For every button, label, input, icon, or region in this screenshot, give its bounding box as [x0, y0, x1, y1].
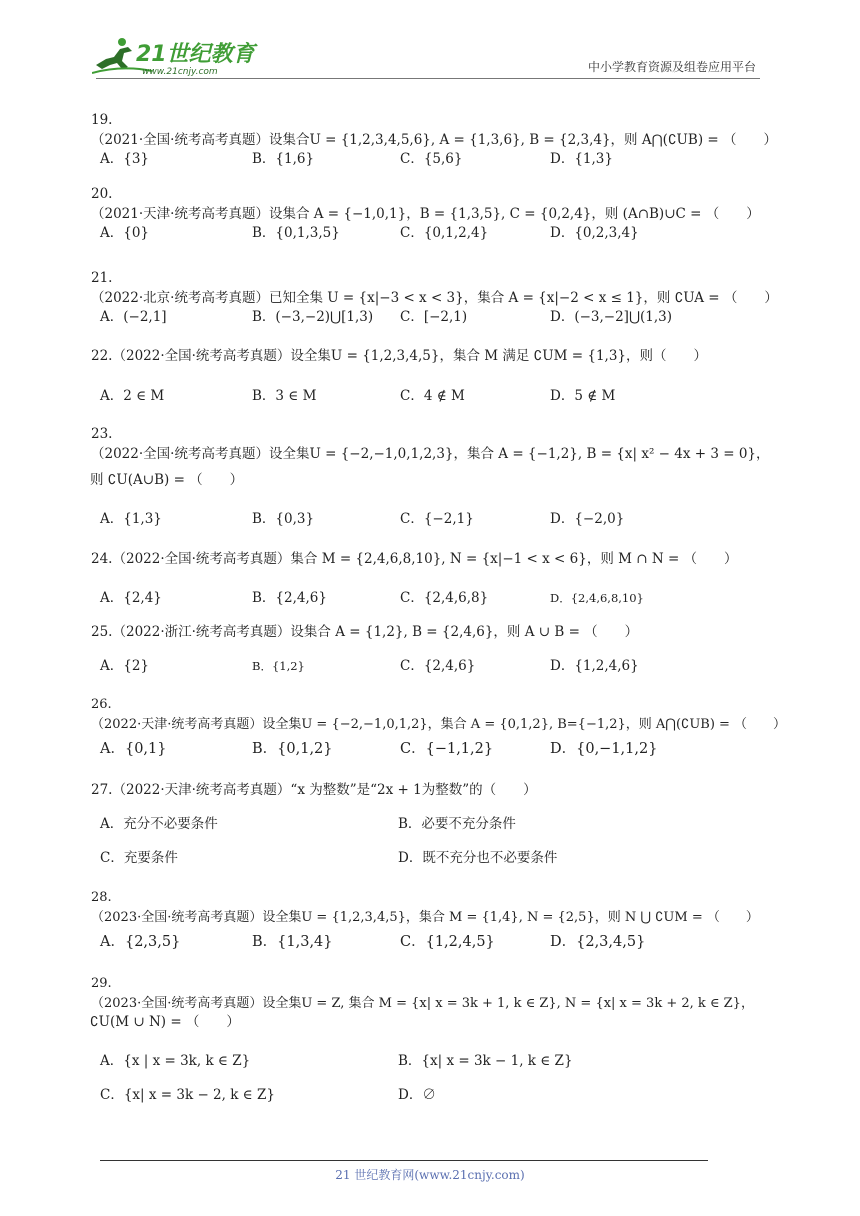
question-text: （2022·天津·统考高考真题）设全集U = {−2,−1,0,1,2}，集合 A = {0,1,2}, B={−1,2}，则 A⋂(∁UB) = （ ） — [91, 717, 787, 732]
question-21 — [91, 268, 778, 308]
question-text: （2021·天津·统考高考真题）设集合 A = {−1,0,1}，B = {1,3,5}, C = {0,2,4}，则 (A∩B)∪C = （ ） — [91, 206, 760, 222]
question-number: 21. — [91, 270, 113, 286]
question-number: 28. — [91, 890, 112, 905]
option-a[interactable]: A．2 ∈ M — [100, 388, 165, 404]
option-d[interactable]: D．{1,2,4,6} — [550, 658, 639, 674]
question-text: （2022·浙江·统考高考真题）设集合 A = {1,2}, B = {2,4,6}，则 A ∪ B = （ ） — [112, 624, 639, 640]
option-a[interactable]: A．{2} — [100, 658, 150, 674]
question-19 — [91, 110, 777, 150]
question-number: 22. — [91, 348, 113, 364]
option-b[interactable]: B．{1,2} — [252, 659, 305, 673]
question-number: 26. — [91, 697, 112, 712]
question-text-cont: ∁U(M ∪ N) = （ ） — [90, 1014, 240, 1030]
options-20 — [100, 222, 768, 244]
option-b[interactable]: B．{1,3,4} — [252, 934, 333, 950]
option-b[interactable]: B．3 ∈ M — [252, 388, 317, 404]
question-28 — [91, 888, 768, 928]
option-c[interactable]: C．[−2,1) — [400, 309, 468, 325]
option-b[interactable]: B．{0,3} — [252, 511, 315, 527]
question-number: 19. — [91, 112, 113, 128]
options-27-row1 — [100, 813, 768, 835]
options-26 — [100, 738, 768, 760]
option-d[interactable]: D．{0,−1,1,2} — [550, 741, 658, 757]
question-23-line2 — [90, 470, 243, 490]
site-logo[interactable] — [92, 35, 262, 77]
question-29 — [91, 974, 768, 1014]
platform-name: 中小学教育资源及组卷应用平台 — [587, 60, 756, 74]
question-29-line2 — [90, 1012, 240, 1032]
header-divider — [96, 78, 760, 79]
option-d[interactable]: D．{2,4,6,8,10} — [550, 591, 644, 605]
question-23 — [91, 424, 770, 464]
options-29-row1 — [100, 1050, 768, 1072]
question-text: （2023·全国·统考高考真题）设全集U = {1,2,3,4,5}，集合 M = {1,4}, N = {2,5}，则 N ⋃ ∁UM = （ ） — [91, 910, 759, 925]
question-25 — [91, 622, 638, 642]
option-d[interactable]: D．{−2,0} — [550, 511, 625, 527]
option-c[interactable]: C．{2,4,6,8} — [400, 590, 489, 606]
option-a[interactable]: A．{2,3,5} — [100, 934, 181, 950]
question-text: （2021·全国·统考高考真题）设集合U = {1,2,3,4,5,6}, A = {1,3,6}, B = {2,3,4}，则 A⋂(∁UB) = （ ） — [91, 132, 777, 148]
option-a[interactable]: A．(−2,1] — [100, 309, 167, 325]
question-text: （2022·全国·统考高考真题）设全集U = {−2,−1,0,1,2,3}，集合 A = {−1,2}, B = {x| x² − 4x + 3 = 0}， — [91, 446, 770, 462]
option-c[interactable]: C．{−2,1} — [400, 511, 474, 527]
footer-text[interactable]: 21 世纪教育网(www.21cnjy.com) — [335, 1168, 525, 1182]
options-22 — [100, 385, 768, 407]
option-a[interactable]: A．充分不必要条件 — [100, 816, 218, 832]
option-d[interactable]: D．5 ∉ M — [550, 388, 616, 404]
question-number: 29. — [91, 976, 112, 991]
option-d[interactable]: D．既不充分也不必要条件 — [398, 850, 558, 866]
options-19 — [100, 148, 768, 170]
option-b[interactable]: B．{0,1,3,5} — [252, 225, 340, 241]
options-29-row2 — [100, 1084, 768, 1106]
options-23 — [100, 508, 768, 530]
option-b[interactable]: B．{2,4,6} — [252, 590, 327, 606]
option-d[interactable]: D．(−3,−2]⋃(1,3) — [550, 309, 673, 325]
option-c[interactable]: C．{0,1,2,4} — [400, 225, 489, 241]
question-number: 25. — [91, 624, 113, 640]
options-27-row2 — [100, 847, 768, 869]
option-d[interactable]: D．{2,3,4,5} — [550, 934, 646, 950]
options-28 — [100, 931, 768, 953]
option-b[interactable]: B．{x| x = 3k − 1, k ∈ Z} — [398, 1053, 573, 1069]
logo-text: 21世纪教育 — [136, 42, 255, 67]
question-22 — [91, 346, 707, 366]
question-text: （2022·天津·统考高考真题）“x 为整数”是“2x + 1为整数”的（ ） — [112, 782, 537, 798]
option-a[interactable]: A．{1,3} — [100, 511, 162, 527]
question-24 — [91, 549, 738, 569]
option-c[interactable]: C．{x| x = 3k − 2, k ∈ Z} — [100, 1087, 275, 1103]
question-number: 23. — [91, 426, 113, 442]
page-header — [0, 0, 860, 80]
option-c[interactable]: C．{5,6} — [400, 151, 463, 167]
option-b[interactable]: B．(−3,−2)⋃[1,3) — [252, 309, 374, 325]
option-b[interactable]: B．必要不充分条件 — [398, 816, 516, 832]
option-c[interactable]: C．{2,4,6} — [400, 658, 476, 674]
option-a[interactable]: A．{2,4} — [100, 590, 162, 606]
option-d[interactable]: D．{1,3} — [550, 151, 613, 167]
option-b[interactable]: B．{0,1,2} — [252, 741, 333, 757]
runner-logo-icon — [92, 35, 262, 77]
options-25 — [100, 655, 768, 677]
question-27 — [91, 780, 537, 800]
logo-url: www.21cnjy.com — [142, 67, 218, 77]
options-24 — [100, 587, 768, 609]
option-d[interactable]: D．∅ — [398, 1087, 436, 1103]
question-text: （2022·全国·统考高考真题）集合 M = {2,4,6,8,10}, N = {x|−1 < x < 6}，则 M ∩ N = （ ） — [112, 551, 738, 567]
option-d[interactable]: D．{0,2,3,4} — [550, 225, 639, 241]
option-a[interactable]: A．{0} — [100, 225, 150, 241]
question-text: （2022·全国·统考高考真题）设全集U = {1,2,3,4,5}，集合 M 满足 ∁UM = {1,3}，则（ ） — [112, 348, 708, 364]
question-text: （2022·北京·统考高考真题）已知全集 U = {x|−3 < x < 3}，集合 A = {x|−2 < x ≤ 1}，则 ∁UA = （ ） — [91, 290, 778, 306]
footer-divider — [100, 1160, 708, 1161]
question-text-cont: 则 ∁U(A∪B) = （ ） — [90, 472, 244, 488]
option-c[interactable]: C．充要条件 — [100, 850, 178, 866]
option-a[interactable]: A．{3} — [100, 151, 150, 167]
option-c[interactable]: C．{1,2,4,5} — [400, 934, 495, 950]
question-number: 27. — [91, 782, 113, 798]
options-21 — [100, 306, 768, 328]
option-a[interactable]: A．{x | x = 3k, k ∈ Z} — [100, 1053, 251, 1069]
question-20 — [91, 184, 768, 224]
question-number: 20. — [91, 186, 113, 202]
option-b[interactable]: B．{1,6} — [252, 151, 315, 167]
question-text: （2023·全国·统考高考真题）设全集U = Z, 集合 M = {x| x = 3k + 1, k ∈ Z}, N = {x| x = 3k + 2, k ∈ Z}， — [91, 996, 754, 1011]
option-c[interactable]: C．4 ∉ M — [400, 388, 465, 404]
option-c[interactable]: C．{−1,1,2} — [400, 741, 494, 757]
question-number: 24. — [91, 551, 113, 567]
question-26 — [91, 695, 786, 735]
option-a[interactable]: A．{0,1} — [100, 741, 167, 757]
